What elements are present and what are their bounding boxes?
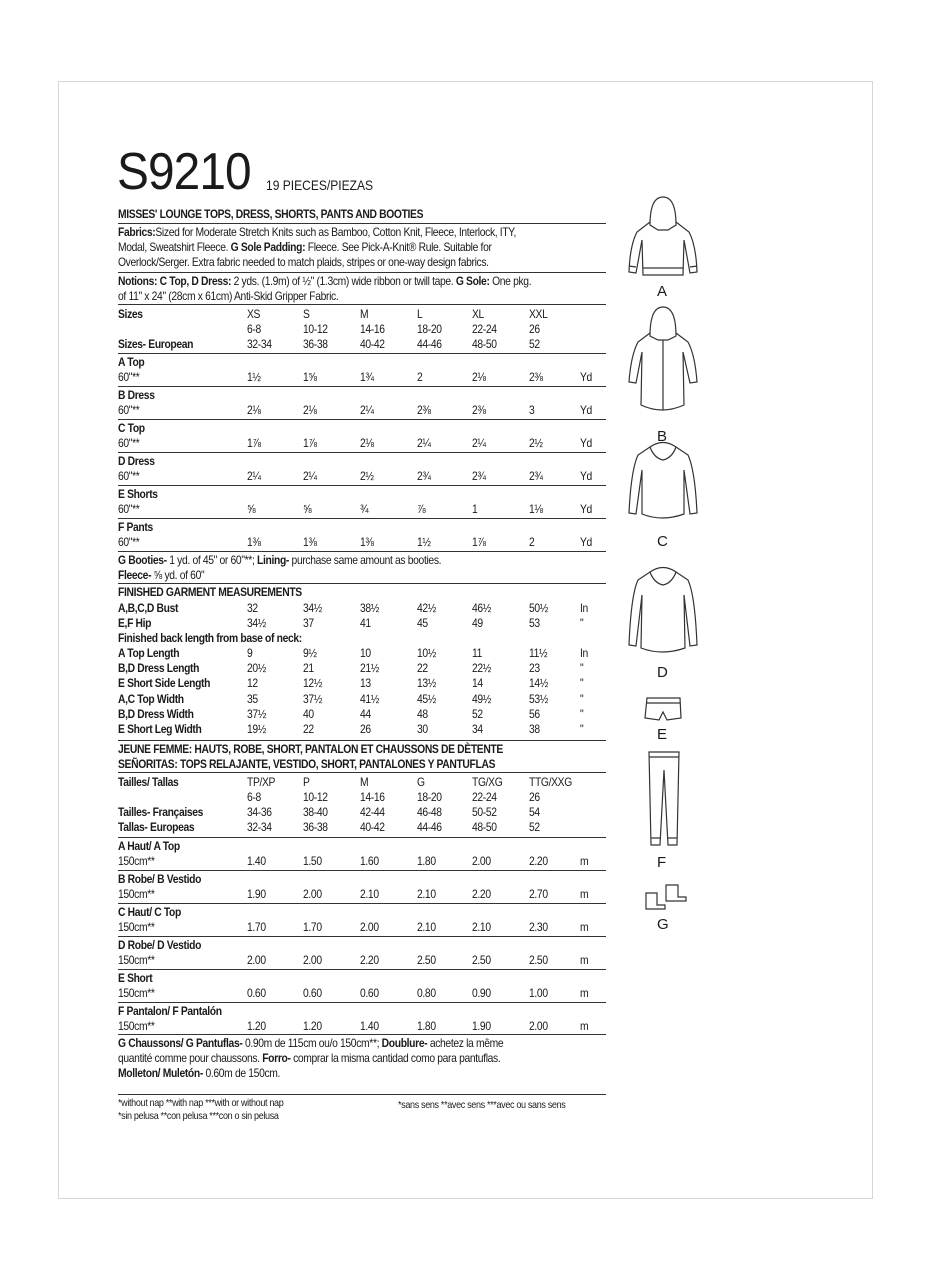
measurement-value: 37½ bbox=[303, 691, 323, 706]
unit: " bbox=[580, 691, 584, 706]
yardage-value: 1⅞ bbox=[472, 535, 486, 549]
fleece-line bbox=[118, 568, 204, 582]
yardage-value: 1⅞ bbox=[303, 436, 317, 450]
chaussons-line3-part: 0.60m de 150cm. bbox=[202, 1066, 281, 1081]
unit: Yd bbox=[580, 535, 592, 549]
size-us-fr: 6-8 bbox=[247, 790, 261, 805]
sizes-europeas-label: Tallas- Europeas bbox=[118, 820, 195, 835]
size-fr: 46-48 bbox=[417, 805, 442, 820]
fleece-line-part: ⅝ yd. of 60" bbox=[151, 568, 205, 582]
yardage-value-fr: 1.70 bbox=[303, 920, 322, 935]
measurement-value: 48 bbox=[417, 706, 428, 721]
size-header: XXL bbox=[529, 307, 548, 321]
yardage-value: 2½ bbox=[360, 469, 374, 483]
fabric-width: 60"** bbox=[118, 469, 140, 483]
view-name: B Dress bbox=[118, 388, 155, 402]
size-us-fr: 26 bbox=[529, 790, 540, 805]
measurement-name: A,B,C,D Bust bbox=[118, 601, 179, 615]
yardage-value: 3 bbox=[529, 403, 535, 417]
notions-line1-part: G Sole: bbox=[455, 274, 490, 288]
measurement-value: 45 bbox=[417, 616, 428, 630]
unit: " bbox=[580, 706, 584, 721]
measurement-name: B,D Dress Length bbox=[118, 661, 200, 676]
measurement-value: 23 bbox=[529, 661, 540, 676]
yardage-value: 2 bbox=[529, 535, 535, 549]
size-us: 18-20 bbox=[417, 322, 442, 336]
measurement-value: 9 bbox=[247, 646, 253, 660]
yardage-value-fr: 2.10 bbox=[360, 887, 379, 902]
finished-measurements-title: FINISHED GARMENT MEASUREMENTS bbox=[118, 585, 302, 599]
booties-line-part: purchase same amount as booties. bbox=[289, 553, 442, 567]
yardage-value: 1⅝ bbox=[303, 370, 317, 384]
chaussons-line3-part: Molleton/ Muletón- bbox=[118, 1066, 203, 1081]
fabric-width-fr: 150cm** bbox=[118, 986, 155, 1001]
size-us: 10-12 bbox=[303, 322, 328, 336]
pattern-number: S9210 bbox=[117, 143, 251, 201]
yardage-value: 2⅛ bbox=[247, 403, 261, 417]
yardage-value: 2¼ bbox=[417, 436, 431, 450]
unit: m bbox=[580, 920, 589, 935]
yardage-value-fr: 1.80 bbox=[417, 1019, 436, 1034]
fabric-width: 60"** bbox=[118, 502, 140, 516]
size-header-fr: M bbox=[360, 775, 369, 790]
yardage-value: 2⅜ bbox=[529, 370, 543, 384]
yardage-value: 2⅛ bbox=[303, 403, 317, 417]
yardage-value-fr: 2.00 bbox=[247, 953, 266, 968]
size-eu: 44-46 bbox=[417, 820, 442, 835]
yardage-value: 2¼ bbox=[472, 436, 486, 450]
yardage-value: 2¾ bbox=[472, 469, 486, 483]
yardage-value: 1½ bbox=[417, 535, 431, 549]
yardage-value-fr: 1.20 bbox=[247, 1019, 266, 1034]
unit: Yd bbox=[580, 436, 592, 450]
measurement-value: 34 bbox=[472, 722, 483, 736]
yardage-value: 1⅜ bbox=[360, 535, 374, 549]
yardage-value-fr: 2.20 bbox=[360, 953, 379, 968]
yardage-value: 1⅜ bbox=[247, 535, 261, 549]
size-us-fr: 14-16 bbox=[360, 790, 385, 805]
unit: m bbox=[580, 887, 589, 902]
yardage-value: 2¾ bbox=[417, 469, 431, 483]
footnote-en: *without nap **with nap ***with or without nap bbox=[118, 1097, 284, 1109]
yardage-value-fr: 2.70 bbox=[529, 887, 548, 902]
chaussons-line1-part: achetez la même bbox=[427, 1036, 504, 1051]
unit: " bbox=[580, 661, 584, 676]
fabrics-line1-part: Fabrics: bbox=[118, 225, 156, 239]
yardage-value: 1⅞ bbox=[247, 436, 261, 450]
yardage-value-fr: 1.00 bbox=[529, 986, 548, 1001]
booties-line-part: G Booties- bbox=[118, 553, 167, 567]
chaussons-line1 bbox=[118, 1036, 503, 1050]
yardage-value: 1⅛ bbox=[529, 502, 543, 516]
unit: Yd bbox=[580, 502, 592, 516]
yardage-value-fr: 1.40 bbox=[247, 854, 266, 869]
measurement-value: 22 bbox=[303, 722, 314, 736]
measurement-value: 52 bbox=[472, 706, 483, 721]
size-header: M bbox=[360, 307, 369, 321]
size-header: L bbox=[417, 307, 423, 321]
measurement-value: 19½ bbox=[247, 722, 267, 736]
notions-line1-part: Notions: C Top, D Dress: bbox=[118, 274, 232, 288]
measurement-value: 38 bbox=[529, 722, 540, 736]
size-us: 6-8 bbox=[247, 322, 261, 336]
size-euro: 52 bbox=[529, 337, 540, 351]
size-header-fr: P bbox=[303, 775, 310, 790]
sizes-label-fr: Tailles/ Tallas bbox=[118, 775, 179, 790]
fabric-width-fr: 150cm** bbox=[118, 953, 155, 968]
unit: m bbox=[580, 953, 589, 968]
unit: m bbox=[580, 986, 589, 1001]
view-label-e: E bbox=[657, 726, 668, 743]
yardage-value-fr: 1.60 bbox=[360, 854, 379, 869]
measurement-value: 12 bbox=[247, 676, 258, 691]
size-fr: 54 bbox=[529, 805, 540, 820]
measurement-value: 49½ bbox=[472, 691, 492, 706]
size-euro: 36-38 bbox=[303, 337, 328, 351]
yardage-value: 2⅜ bbox=[417, 403, 431, 417]
measurement-value: 49 bbox=[472, 616, 483, 630]
chaussons-line1-part: Doublure- bbox=[381, 1036, 428, 1051]
measurement-value: 13 bbox=[360, 676, 371, 691]
yardage-value-fr: 2.00 bbox=[303, 953, 322, 968]
view-name-fr: C Haut/ C Top bbox=[118, 905, 181, 920]
yardage-value: 2 bbox=[417, 370, 423, 384]
view-name: C Top bbox=[118, 421, 145, 435]
view-name-fr: D Robe/ D Vestido bbox=[118, 938, 202, 953]
yardage-value-fr: 2.10 bbox=[417, 920, 436, 935]
footnote-fr: *sans sens **avec sens ***avec ou sans sens bbox=[398, 1099, 566, 1111]
unit: Yd bbox=[580, 403, 592, 417]
yardage-value-fr: 1.20 bbox=[303, 1019, 322, 1034]
fabrics-line1-part: Sized for Moderate Stretch Knits such as Bamboo, Cotton Knit, Fleece, Interlock, ITY, bbox=[155, 225, 517, 239]
measurement-value: 9½ bbox=[303, 646, 317, 660]
yardage-value-fr: 2.20 bbox=[529, 854, 548, 869]
yardage-value: ¾ bbox=[360, 502, 369, 516]
unit: " bbox=[580, 722, 584, 736]
size-header-fr: TP/XP bbox=[247, 775, 276, 790]
fabric-width-fr: 150cm** bbox=[118, 887, 155, 902]
yardage-value-fr: 0.60 bbox=[247, 986, 266, 1001]
measurement-value: 56 bbox=[529, 706, 540, 721]
measurement-name: B,D Dress Width bbox=[118, 706, 194, 721]
yardage-value-fr: 0.60 bbox=[303, 986, 322, 1001]
size-fr: 38-40 bbox=[303, 805, 328, 820]
yardage-value-fr: 2.10 bbox=[472, 920, 491, 935]
measurement-value: 53½ bbox=[529, 691, 549, 706]
size-header-fr: TTG/XXG bbox=[529, 775, 572, 790]
measurement-value: 20½ bbox=[247, 661, 267, 676]
measurement-value: 50½ bbox=[529, 601, 549, 615]
measurement-value: 37½ bbox=[247, 706, 267, 721]
measurement-value: 22½ bbox=[472, 661, 492, 676]
view-name-fr: F Pantalon/ F Pantalón bbox=[118, 1004, 222, 1019]
fabrics-line2-part: G Sole Padding: bbox=[230, 240, 306, 254]
measurement-name: A,C Top Width bbox=[118, 691, 184, 706]
size-us-fr: 18-20 bbox=[417, 790, 442, 805]
yardage-value-fr: 1.70 bbox=[247, 920, 266, 935]
yardage-value-fr: 2.50 bbox=[472, 953, 491, 968]
yardage-value-fr: 2.00 bbox=[529, 1019, 548, 1034]
fabric-width-fr: 150cm** bbox=[118, 1019, 155, 1034]
chaussons-line1-part: G Chaussons/ G Pantuflas- bbox=[118, 1036, 243, 1051]
measurement-value: 11½ bbox=[529, 646, 548, 660]
notions-line1-part: 2 yds. (1.9m) of ½" (1.3cm) wide ribbon or twill tape. bbox=[231, 274, 456, 288]
yardage-value-fr: 2.50 bbox=[529, 953, 548, 968]
view-name-fr: E Short bbox=[118, 971, 153, 986]
booties-line-part: Lining- bbox=[257, 553, 290, 567]
view-name-fr: B Robe/ B Vestido bbox=[118, 872, 202, 887]
view-name-fr: A Haut/ A Top bbox=[118, 839, 180, 854]
measurement-value: 46½ bbox=[472, 601, 492, 615]
size-us: 26 bbox=[529, 322, 540, 336]
measurement-value: 37 bbox=[303, 616, 314, 630]
yardage-value-fr: 2.00 bbox=[360, 920, 379, 935]
booties-line-part: 1 yd. of 45" or 60"**; bbox=[166, 553, 258, 567]
fabrics-line3 bbox=[118, 255, 489, 269]
yardage-value-fr: 0.80 bbox=[417, 986, 436, 1001]
size-euro: 48-50 bbox=[472, 337, 497, 351]
size-eu: 52 bbox=[529, 820, 540, 835]
fabrics-line1 bbox=[118, 225, 516, 239]
chaussons-line2-part: comprar la misma cantidad como para pantuflas. bbox=[290, 1051, 501, 1066]
fabrics-line3-part: Overlock/Serger. Extra fabric needed to match plaids, stripes or one-way design fabrics. bbox=[118, 255, 489, 269]
size-euro: 44-46 bbox=[417, 337, 442, 351]
size-us: 14-16 bbox=[360, 322, 385, 336]
chaussons-line2-part: Forro- bbox=[262, 1051, 291, 1066]
view-name: F Pants bbox=[118, 520, 153, 534]
yardage-value-fr: 0.60 bbox=[360, 986, 379, 1001]
fabric-width-fr: 150cm** bbox=[118, 920, 155, 935]
yardage-value-fr: 2.00 bbox=[472, 854, 491, 869]
view-label-c: C bbox=[657, 533, 668, 550]
yardage-value: 2¼ bbox=[247, 469, 261, 483]
size-header-fr: TG/XG bbox=[472, 775, 503, 790]
yardage-value-fr: 2.30 bbox=[529, 920, 548, 935]
measurement-value: 35 bbox=[247, 691, 258, 706]
yardage-value-fr: 2.50 bbox=[417, 953, 436, 968]
view-label-f: F bbox=[657, 854, 667, 871]
yardage-value: 2¼ bbox=[360, 403, 374, 417]
yardage-value: 1 bbox=[472, 502, 478, 516]
yardage-value: 2⅜ bbox=[472, 403, 486, 417]
size-us: 22-24 bbox=[472, 322, 497, 336]
yardage-value-fr: 0.90 bbox=[472, 986, 491, 1001]
fabric-width: 60"** bbox=[118, 535, 140, 549]
view-label-g: G bbox=[657, 916, 669, 933]
measurement-value: 12½ bbox=[303, 676, 323, 691]
measurement-value: 22 bbox=[417, 661, 428, 676]
chaussons-line1-part: 0.90m de 115cm ou/o 150cm**; bbox=[242, 1036, 382, 1051]
notions-line1 bbox=[118, 274, 531, 288]
measurement-value: 13½ bbox=[417, 676, 437, 691]
yardage-value-fr: 2.20 bbox=[472, 887, 491, 902]
unit: m bbox=[580, 854, 589, 869]
sizes-label: Sizes bbox=[118, 307, 143, 321]
yardage-value: 2⅛ bbox=[472, 370, 486, 384]
chaussons-line3 bbox=[118, 1066, 280, 1080]
chaussons-line2 bbox=[118, 1051, 500, 1065]
yardage-value: 1¾ bbox=[360, 370, 374, 384]
yardage-value-fr: 2.10 bbox=[417, 887, 436, 902]
measurement-value: 45½ bbox=[417, 691, 437, 706]
measurement-value: 38½ bbox=[360, 601, 380, 615]
yardage-value: ⅝ bbox=[303, 502, 312, 516]
yardage-value-fr: 1.80 bbox=[417, 854, 436, 869]
measurement-name: A Top Length bbox=[118, 646, 180, 660]
notions-line1-part: One pkg. bbox=[489, 274, 532, 288]
measurement-value: 32 bbox=[247, 601, 258, 615]
measurement-value: 30 bbox=[417, 722, 428, 736]
measurement-value: 53 bbox=[529, 616, 540, 630]
size-fr: 50-52 bbox=[472, 805, 497, 820]
sizes-francaises-label: Tailles- Françaises bbox=[118, 805, 204, 820]
view-name: A Top bbox=[118, 355, 145, 369]
fabrics-line2-part: Modal, Sweatshirt Fleece. bbox=[118, 240, 231, 254]
yardage-value-fr: 1.40 bbox=[360, 1019, 379, 1034]
footnote-es: *sin pelusa **con pelusa ***con o sin pelusa bbox=[118, 1110, 279, 1122]
piece-count: 19 PIECES/PIEZAS bbox=[266, 177, 374, 193]
yardage-value: 2¾ bbox=[529, 469, 543, 483]
sizes-european-label: Sizes- European bbox=[118, 337, 194, 351]
size-us-fr: 10-12 bbox=[303, 790, 328, 805]
back-length-note: Finished back length from base of neck: bbox=[118, 631, 302, 645]
size-eu: 48-50 bbox=[472, 820, 497, 835]
yardage-value: 2⅛ bbox=[360, 436, 374, 450]
view-name: D Dress bbox=[118, 454, 155, 468]
fabric-width: 60"** bbox=[118, 370, 140, 384]
size-euro: 32-34 bbox=[247, 337, 272, 351]
notions-line2 bbox=[118, 289, 338, 303]
fleece-line-part: Fleece- bbox=[118, 568, 152, 582]
unit: " bbox=[580, 616, 584, 630]
fabric-width-fr: 150cm** bbox=[118, 854, 155, 869]
yardage-value: 1½ bbox=[247, 370, 261, 384]
measurement-value: 11 bbox=[472, 646, 483, 660]
measurement-name: E,F Hip bbox=[118, 616, 152, 630]
fabric-width: 60"** bbox=[118, 403, 140, 417]
measurement-value: 21 bbox=[303, 661, 314, 676]
measurement-value: 14 bbox=[472, 676, 483, 691]
size-header: XS bbox=[247, 307, 261, 321]
size-us-fr: 22-24 bbox=[472, 790, 497, 805]
yardage-value-fr: 1.90 bbox=[472, 1019, 491, 1034]
measurement-value: 10 bbox=[360, 646, 371, 660]
measurement-value: 40 bbox=[303, 706, 314, 721]
measurement-value: 41 bbox=[360, 616, 371, 630]
size-header: S bbox=[303, 307, 310, 321]
size-eu: 32-34 bbox=[247, 820, 272, 835]
unit: In bbox=[580, 646, 588, 660]
size-header: XL bbox=[472, 307, 484, 321]
view-name: E Shorts bbox=[118, 487, 158, 501]
chaussons-line2-part: quantité comme pour chaussons. bbox=[118, 1051, 263, 1066]
size-eu: 36-38 bbox=[303, 820, 328, 835]
unit: " bbox=[580, 676, 584, 691]
yardage-value: ⅞ bbox=[417, 502, 426, 516]
measurement-value: 41½ bbox=[360, 691, 380, 706]
booties-line bbox=[118, 553, 441, 567]
notions-line2-part: of 11" x 24" (28cm x 61cm) Anti-Skid Gripper Fabric. bbox=[118, 289, 339, 303]
title-fr: JEUNE FEMME: HAUTS, ROBE, SHORT, PANTALON ET CHAUSSONS DE DÈTENTE bbox=[118, 742, 503, 757]
measurement-value: 34½ bbox=[247, 616, 267, 630]
view-label-b: B bbox=[657, 428, 668, 445]
size-header-fr: G bbox=[417, 775, 425, 790]
yardage-value: 2¼ bbox=[303, 469, 317, 483]
unit: m bbox=[580, 1019, 589, 1034]
fabrics-line2 bbox=[118, 240, 492, 254]
measurement-name: E Short Side Length bbox=[118, 676, 211, 691]
title-es: SEÑORITAS: TOPS RELAJANTE, VESTIDO, SHORT, PANTALONES Y PANTUFLAS bbox=[118, 757, 496, 772]
fabric-width: 60"** bbox=[118, 436, 140, 450]
yardage-value: 2½ bbox=[529, 436, 543, 450]
size-euro: 40-42 bbox=[360, 337, 385, 351]
size-eu: 40-42 bbox=[360, 820, 385, 835]
measurement-value: 42½ bbox=[417, 601, 437, 615]
view-label-a: A bbox=[657, 283, 668, 300]
measurement-value: 44 bbox=[360, 706, 371, 721]
unit: Yd bbox=[580, 370, 592, 384]
unit: Yd bbox=[580, 469, 592, 483]
measurement-value: 34½ bbox=[303, 601, 323, 615]
size-fr: 42-44 bbox=[360, 805, 385, 820]
yardage-value-fr: 1.90 bbox=[247, 887, 266, 902]
measurement-value: 21½ bbox=[360, 661, 380, 676]
fabrics-line2-part: Fleece. See Pick-A-Knit® Rule. Suitable for bbox=[305, 240, 492, 254]
yardage-value: 1⅜ bbox=[303, 535, 317, 549]
measurement-value: 26 bbox=[360, 722, 371, 736]
measurement-name: E Short Leg Width bbox=[118, 722, 202, 736]
size-fr: 34-36 bbox=[247, 805, 272, 820]
unit: In bbox=[580, 601, 588, 615]
yardage-value: ⅝ bbox=[247, 502, 256, 516]
view-label-d: D bbox=[657, 664, 668, 681]
measurement-value: 14½ bbox=[529, 676, 549, 691]
pattern-title: MISSES' LOUNGE TOPS, DRESS, SHORTS, PANTS AND BOOTIES bbox=[118, 207, 424, 221]
yardage-value-fr: 1.50 bbox=[303, 854, 322, 869]
measurement-value: 10½ bbox=[417, 646, 437, 660]
yardage-value-fr: 2.00 bbox=[303, 887, 322, 902]
